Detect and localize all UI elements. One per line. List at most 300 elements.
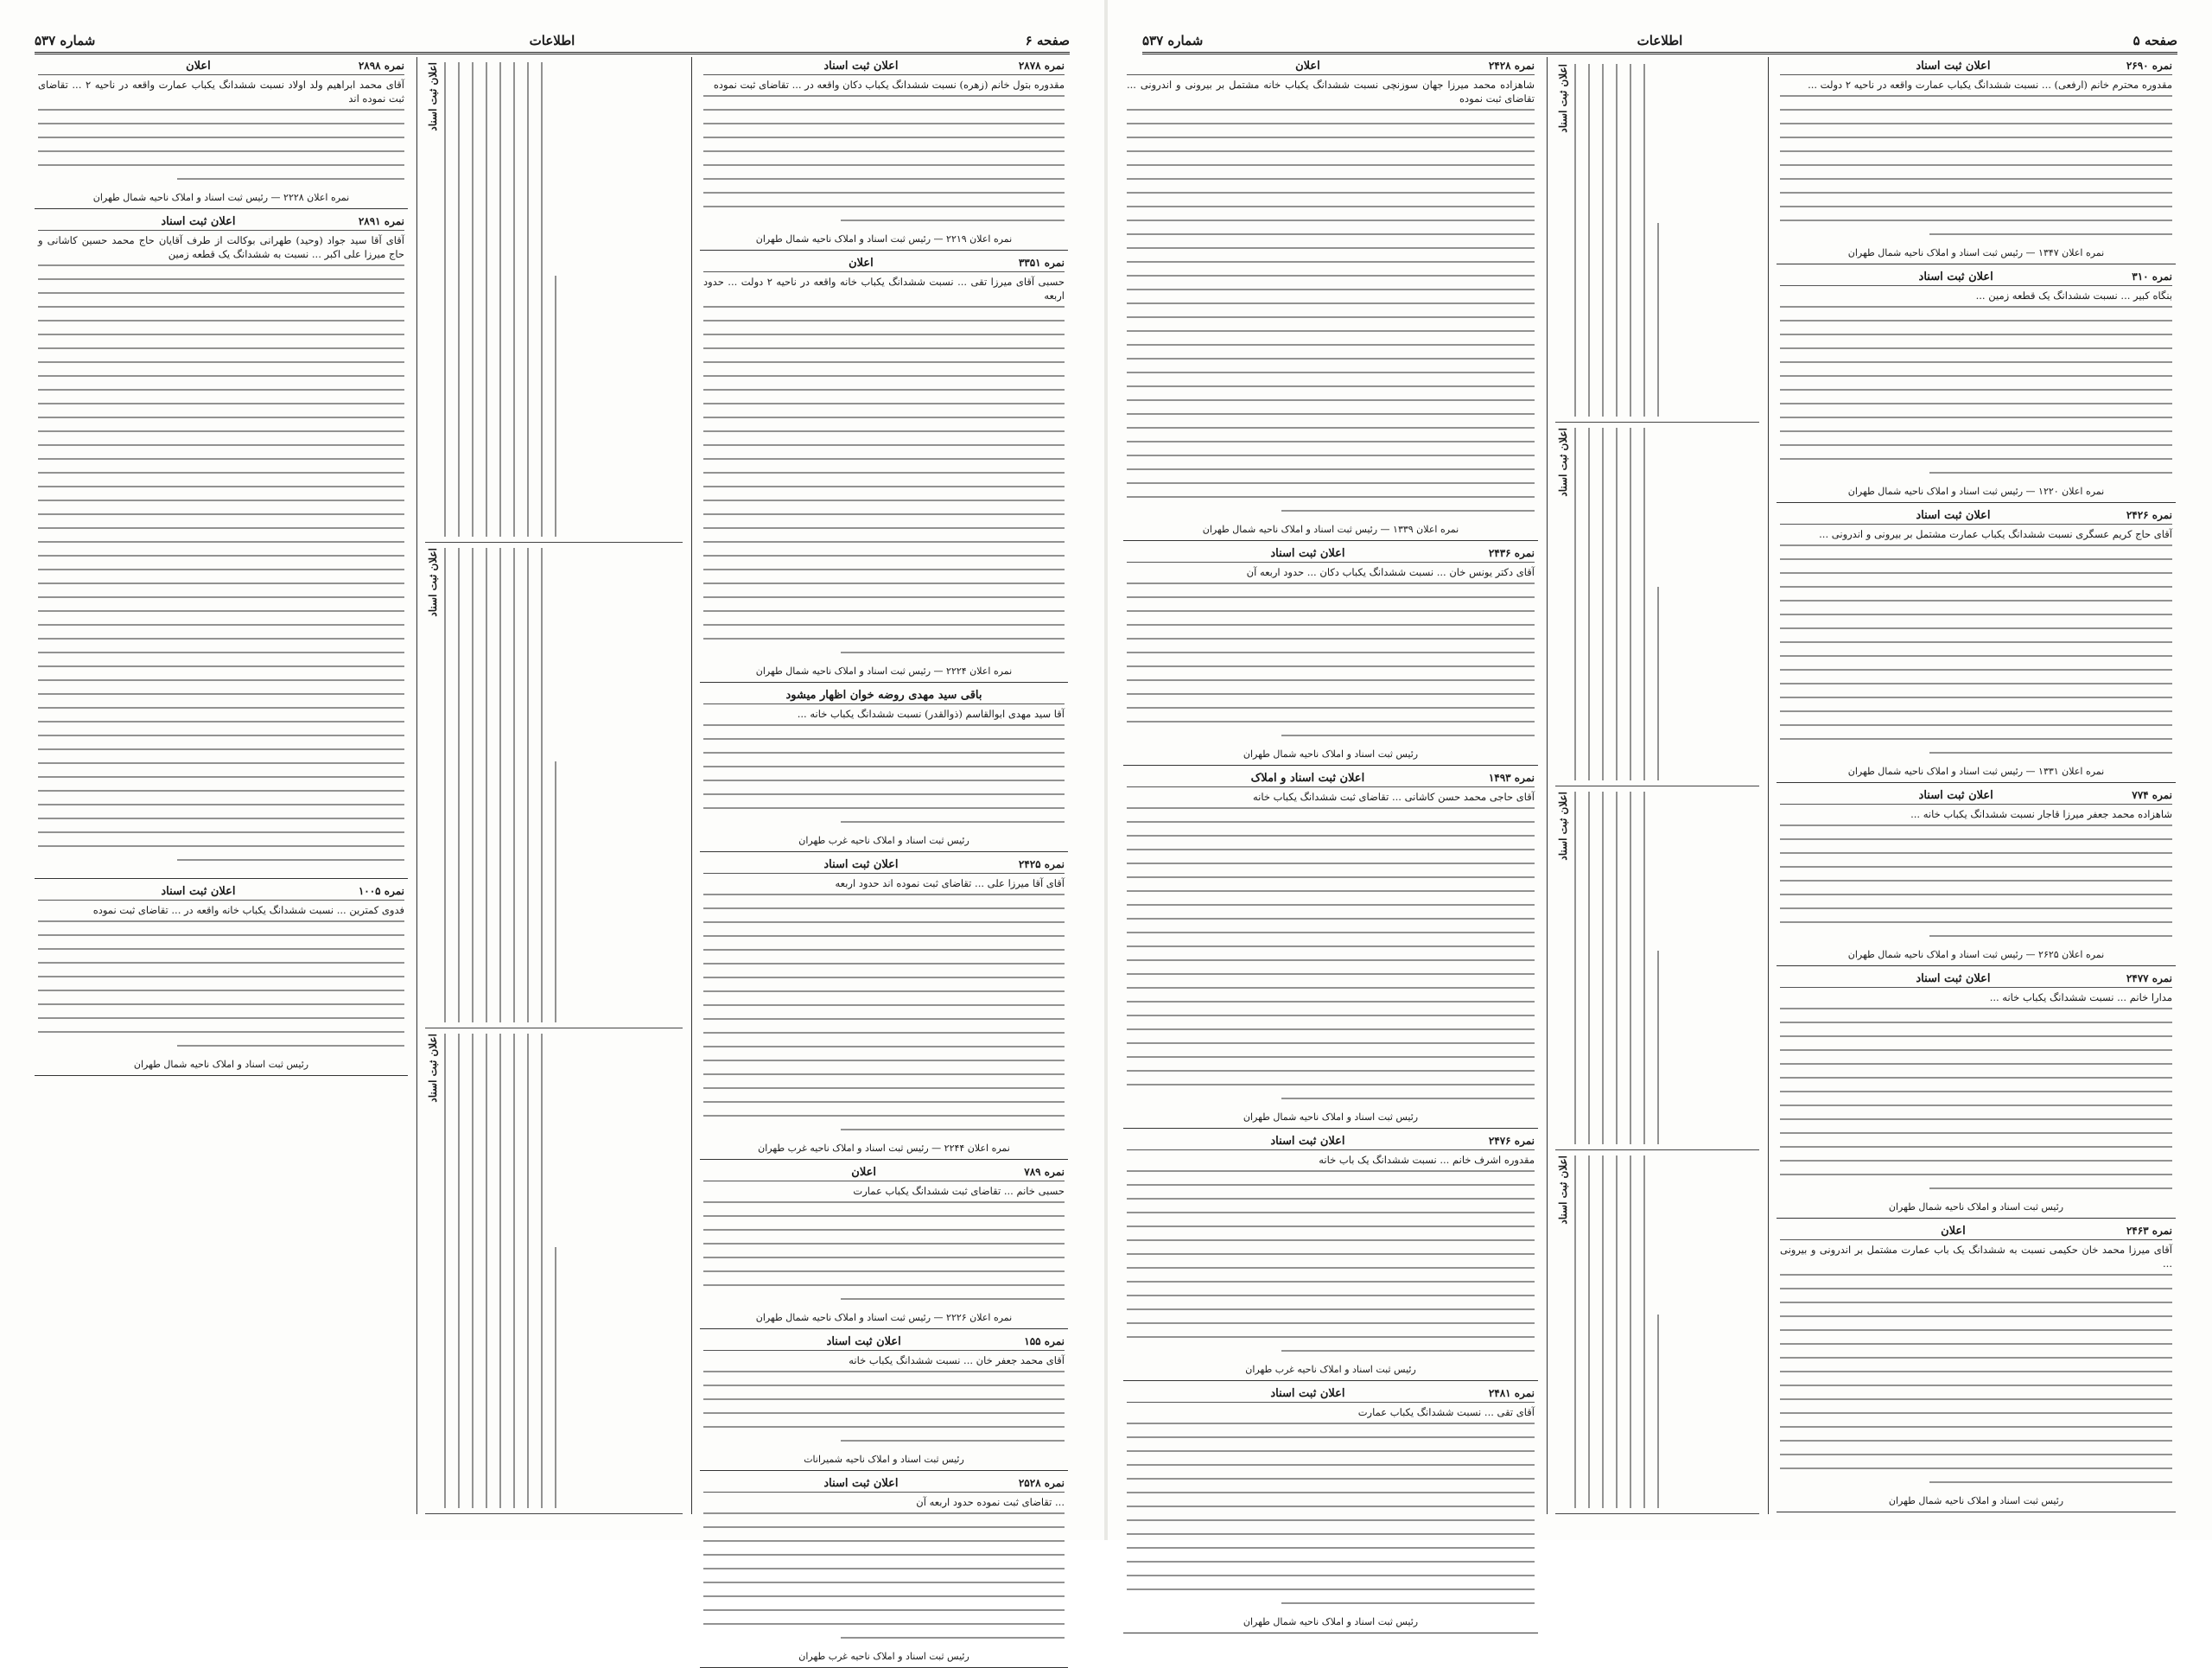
text-line [1281,1350,1535,1352]
text-line [703,977,1065,978]
legal-notice [1123,1385,1538,1633]
legal-notice [1777,970,2176,1219]
notice-text: شاهزاده محمد میرزا جهان سوزنچی نسبت ششدانگ یکباب خانه مشتمل بر بیرونی و اندرونی ... تقاضای ثبت نموده [1127,79,1535,105]
text-line [1127,385,1535,387]
left-rotated-band [425,57,683,1514]
text-line [1929,233,2172,235]
text-line [1127,1450,1535,1452]
text-line [1127,482,1535,484]
text-line [1780,1329,2172,1331]
notice-header [703,60,1065,75]
notice-text-lines [1780,1008,2172,1189]
notice-footer: رئیس ثبت اسناد و املاک ناحیه غرب طهران [798,835,969,846]
text-line [1929,1481,2172,1483]
right-col-a [1123,57,1538,1627]
text-line [38,109,404,111]
text-line [1574,1156,1576,1508]
text-line [703,95,1065,97]
text-line [703,1371,1065,1372]
notice-text: آقای تقی ... نسبت ششدانگ یکباب عمارت [1357,1406,1535,1418]
text-line [1780,150,2172,152]
text-line [703,1385,1065,1386]
text-line [38,1003,404,1005]
text-line [1643,792,1645,1144]
text-line [1780,361,2172,363]
text-line [38,934,404,936]
notice-number: نمره ۲۸۹۱ [358,215,404,227]
right-newspaper-page [1108,0,2212,1627]
text-line [1780,544,2172,546]
text-line [703,624,1065,626]
text-line [38,990,404,991]
rotated-notice [1555,59,1759,423]
text-line [1780,123,2172,124]
notice-number: نمره ۲۶۹۰ [2126,60,2172,72]
text-line [841,1440,1065,1442]
text-line [1127,693,1535,695]
rotated-notice [1555,1150,1759,1514]
text-line [513,62,515,537]
text-line [1780,1146,2172,1148]
notice-text-lines [1780,544,2172,754]
rotated-notice [425,1028,683,1514]
text-line [38,389,404,391]
notice-heading: اعلان ثبت اسناد [1557,1156,1569,1225]
rotated-notice [425,543,683,1028]
text-line [1643,428,1645,780]
text-line [38,790,404,792]
text-line [1127,973,1535,975]
text-line [1588,428,1590,780]
left-issue-number: شماره ۵۳۷ [35,33,96,48]
text-line [1780,880,2172,882]
right-masthead [1142,33,2177,54]
text-line [703,1060,1065,1061]
text-line [1127,1281,1535,1283]
text-line [841,1298,1065,1300]
text-line [1780,738,2172,740]
text-line [1127,233,1535,235]
text-line [1780,375,2172,377]
text-line [703,569,1065,570]
text-line [513,548,515,1022]
text-line [1588,64,1590,417]
text-line [1281,1098,1535,1099]
notice-heading: اعلان [851,1166,876,1179]
notice-header [703,257,1065,272]
text-line [38,638,404,640]
text-line [38,500,404,501]
text-line [1127,496,1535,498]
text-line [1780,95,2172,97]
notice-number: نمره ۲۵۲۸ [1018,1477,1065,1489]
text-line [703,109,1065,111]
text-line [703,1046,1065,1047]
notice-text-lines [703,724,1065,823]
text-line [1127,945,1535,947]
text-line [703,793,1065,795]
notice-footer: رئیس ثبت اسناد و املاک ناحیه شمال طهران [1888,1201,2064,1213]
text-line [458,1034,460,1508]
text-line [38,948,404,950]
text-line [38,831,404,833]
notice-footer: نمره اعلان ۲۲۲۸ — رئیس ثبت اسناد و املاک ناحیه شمال طهران [92,192,350,203]
text-line [1127,1001,1535,1003]
text-line [703,1257,1065,1258]
notice-text: بنگاه کبیر ... نسبت ششدانگ یک قطعه زمین ... [1975,290,2172,302]
text-line [703,752,1065,754]
text-line [1127,372,1535,373]
text-line [1127,1226,1535,1227]
text-line [1780,824,2172,826]
text-line [38,472,404,474]
text-line [703,807,1065,809]
text-line [1127,150,1535,152]
text-line [177,1045,404,1047]
text-line [703,738,1065,740]
text-line [527,548,529,1022]
text-line [1780,852,2172,854]
text-line [703,541,1065,543]
notice-text-lines [703,1371,1065,1442]
text-line [1780,1132,2172,1134]
notice-text-lines [1127,1423,1535,1604]
text-line [38,278,404,280]
notice-text-lines [1780,1274,2172,1483]
text-line [38,583,404,584]
notice-text-lines [1127,109,1535,512]
text-line [38,804,404,805]
text-line [38,665,404,667]
legal-notice [1777,506,2176,783]
notice-header [1127,1135,1535,1150]
column-rule [1768,57,1769,1514]
text-line [1127,330,1535,332]
notice-heading: اعلان [1941,1225,1966,1238]
text-line [1127,1184,1535,1186]
notice-footer: رئیس ثبت اسناد و املاک ناحیه غرب طهران [798,1651,969,1662]
text-line [38,920,404,922]
text-line [486,62,487,537]
text-line [38,721,404,723]
text-line [1127,638,1535,640]
text-line [703,1540,1065,1542]
right-page-number: صفحه ۵ [2133,33,2177,48]
notice-text-lines [703,95,1065,221]
text-line [1780,572,2172,574]
text-line [1780,683,2172,684]
text-line [499,1034,501,1508]
text-line [1127,1056,1535,1058]
text-line [513,1034,515,1508]
text-line [1588,792,1590,1144]
text-line [1127,1267,1535,1269]
notice-text: ... تقاضای ثبت نموده حدود اربعه آن [916,1496,1065,1508]
text-line [703,1073,1065,1075]
text-line [1127,399,1535,401]
notice-heading: اعلان ثبت اسناد [1918,789,1993,802]
notice-number: نمره ۲۴۸۱ [1488,1387,1535,1399]
text-line [38,976,404,977]
text-line [1780,641,2172,643]
text-line [703,1284,1065,1286]
notice-header [1780,271,2172,286]
notice-footer: نمره اعلان ۲۲۲۶ — رئیس ثبت اسناد و املاک ناحیه شمال طهران [755,1312,1013,1323]
legal-notice [35,57,408,209]
legal-notice [1123,57,1538,541]
text-line [444,1034,446,1508]
text-line [703,417,1065,418]
text-line [703,1426,1065,1428]
text-line [1127,247,1535,249]
text-line [1929,1187,2172,1189]
notice-header [1780,60,2172,75]
notice-heading: باقی سید مهدی روضه خوان اظهار میشود [785,689,982,702]
text-line [555,1247,556,1508]
text-line [1127,1575,1535,1576]
text-line [1780,306,2172,308]
text-line [1127,1336,1535,1338]
notice-heading: اعلان ثبت اسناد [1918,271,1993,283]
left-page-number: صفحه ۶ [1025,33,1070,48]
text-line [1127,1478,1535,1480]
legal-notice [700,57,1068,251]
text-line [1127,1015,1535,1016]
text-line [703,486,1065,487]
notice-heading: اعلان ثبت اسناد [427,548,439,617]
text-line [1127,455,1535,456]
text-line [1127,863,1535,864]
notice-text-lines [38,109,404,180]
notice-header [703,858,1065,874]
text-line [1127,1423,1535,1424]
text-line [458,62,460,537]
notice-number: نمره ۳۱۰ [2132,271,2172,283]
notice-text-lines [38,264,404,861]
notice-text: آقای آقا میرزا علی ... تقاضای ثبت نموده اند حدود اربعه [835,877,1065,889]
text-line [1780,921,2172,923]
text-line [1602,64,1604,417]
text-line [1780,417,2172,418]
text-line [1616,64,1618,417]
text-line [1127,652,1535,653]
notice-footer: رئیس ثبت اسناد و املاک ناحیه شمال طهران [1243,1111,1419,1123]
text-line [703,1215,1065,1217]
text-line [1127,1506,1535,1507]
text-line [703,1270,1065,1272]
text-line [703,1595,1065,1597]
text-line [1281,735,1535,736]
notice-heading: اعلان ثبت اسناد [1557,64,1569,133]
text-line [1127,918,1535,920]
notice-footer: نمره اعلان ۲۶۲۵ — رئیس ثبت اسناد و املاک ناحیه شمال طهران [1847,949,2105,960]
left-masthead [35,33,1070,54]
legal-notice [700,1474,1068,1668]
text-line [38,123,404,124]
text-line [703,389,1065,391]
text-line [703,403,1065,404]
text-line [1127,1295,1535,1296]
text-line [1127,441,1535,442]
text-line [38,527,404,529]
text-line [703,1623,1065,1625]
text-line [703,596,1065,598]
text-line [541,548,543,1022]
text-line [1281,1602,1535,1604]
text-line [1780,1371,2172,1372]
text-line [1780,458,2172,460]
notice-heading: اعلان ثبت اسناد [161,215,236,228]
text-line [703,1018,1065,1020]
notice-text: آقای دکتر یونس خان ... نسبت ششدانگ یکباب دکان ... حدود اربعه آن [1246,566,1535,578]
text-line [1780,347,2172,349]
text-line [703,949,1065,951]
legal-notice [700,1333,1068,1471]
notice-header [703,689,1065,704]
text-line [1780,1440,2172,1442]
text-line [1127,1308,1535,1310]
notice-text-lines [1780,824,2172,937]
notice-text: آقا سید مهدی ابوالقاسم (ذوالقدر) نسبت ششدانگ یکباب خانه ... [797,708,1065,720]
text-line [1780,1357,2172,1359]
text-line [703,610,1065,612]
text-line [1127,1198,1535,1200]
notice-heading: اعلان ثبت اسناد [823,1477,899,1490]
text-line [703,990,1065,992]
text-line [555,761,556,1022]
text-line [1127,413,1535,415]
text-line [703,1609,1065,1611]
text-line [1780,586,2172,588]
legal-notice [1777,1222,2176,1512]
notice-heading: اعلان ثبت اسناد [1557,428,1569,497]
text-line [1574,64,1576,417]
text-line [703,347,1065,349]
legal-notice [700,856,1068,1160]
text-line [1929,935,2172,937]
text-line [1780,178,2172,180]
text-line [841,220,1065,221]
text-line [703,334,1065,335]
text-line [1657,223,1659,417]
notice-text-lines [1780,95,2172,235]
notice-heading: اعلان ثبت اسناد [1557,792,1569,861]
text-line [841,1129,1065,1130]
notice-header [1127,547,1535,563]
text-line [703,1243,1065,1245]
right-col-b [1777,57,2176,1514]
text-line [541,62,543,537]
text-line [38,1017,404,1019]
text-line [1127,220,1535,221]
notice-heading: اعلان ثبت اسناد [826,1335,901,1348]
text-line [38,486,404,487]
text-line [1780,1049,2172,1051]
notice-text: مقدوره محترم خانم (ارفعی) ... نسبت ششدانگ یکباب عمارت واقعه در ناحیه ۲ دولت ... [1808,79,2172,91]
text-line [1574,792,1576,1144]
text-line [703,137,1065,138]
text-line [703,1087,1065,1089]
text-line [703,361,1065,363]
left-col-a [35,57,408,1514]
text-line [38,1031,404,1033]
legal-notice [35,882,408,1076]
text-line [1602,1156,1604,1508]
text-line [1780,866,2172,868]
notice-footer: رئیس ثبت اسناد و املاک ناحیه شمال طهران [1888,1495,2064,1506]
text-line [703,1201,1065,1203]
text-line [703,444,1065,446]
text-line [1780,1288,2172,1289]
text-line [703,1554,1065,1556]
text-line [1127,679,1535,681]
text-line [38,320,404,322]
legal-notice [700,254,1068,683]
notice-header [1780,789,2172,805]
text-line [703,123,1065,124]
text-line [1780,192,2172,194]
text-line [703,1398,1065,1400]
legal-notice [700,1163,1068,1329]
notice-heading: اعلان ثبت اسناد [1270,547,1345,560]
text-line [1127,1084,1535,1085]
text-line [1643,64,1645,417]
text-line [1780,838,2172,840]
notice-text-lines [703,306,1065,653]
notice-heading: اعلان ثبت اسناد [1270,1135,1345,1148]
text-line [703,894,1065,895]
text-line [1127,624,1535,626]
legal-notice [1123,1132,1538,1381]
text-line [703,1412,1065,1414]
text-line [1127,164,1535,166]
text-line [1780,389,2172,391]
text-line [1630,1156,1631,1508]
text-line [703,472,1065,474]
text-line [1127,358,1535,360]
text-line [703,583,1065,584]
text-line [703,907,1065,909]
text-line [1127,959,1535,961]
text-line [703,164,1065,166]
text-line [1780,558,2172,560]
text-line [1780,220,2172,221]
notice-text-lines [703,1512,1065,1639]
text-line [1780,1343,2172,1345]
text-line [38,596,404,598]
notice-text-lines [1127,583,1535,736]
notice-text-lines [703,894,1065,1130]
text-line [1780,600,2172,602]
text-line [38,818,404,819]
notice-footer: رئیس ثبت اسناد و املاک ناحیه شمیرانات [804,1454,964,1465]
text-line [38,707,404,709]
notice-heading: اعلان ثبت اسناد [427,1034,439,1103]
notice-header [1780,972,2172,988]
text-line [38,347,404,349]
text-line [703,963,1065,965]
text-line [1780,1077,2172,1079]
text-line [1127,275,1535,277]
text-line [1127,721,1535,723]
text-line [458,548,460,1022]
text-line [1616,1156,1618,1508]
text-line [1127,876,1535,878]
text-line [1127,1561,1535,1563]
text-line [703,555,1065,557]
text-line [703,724,1065,726]
text-line [472,1034,474,1508]
